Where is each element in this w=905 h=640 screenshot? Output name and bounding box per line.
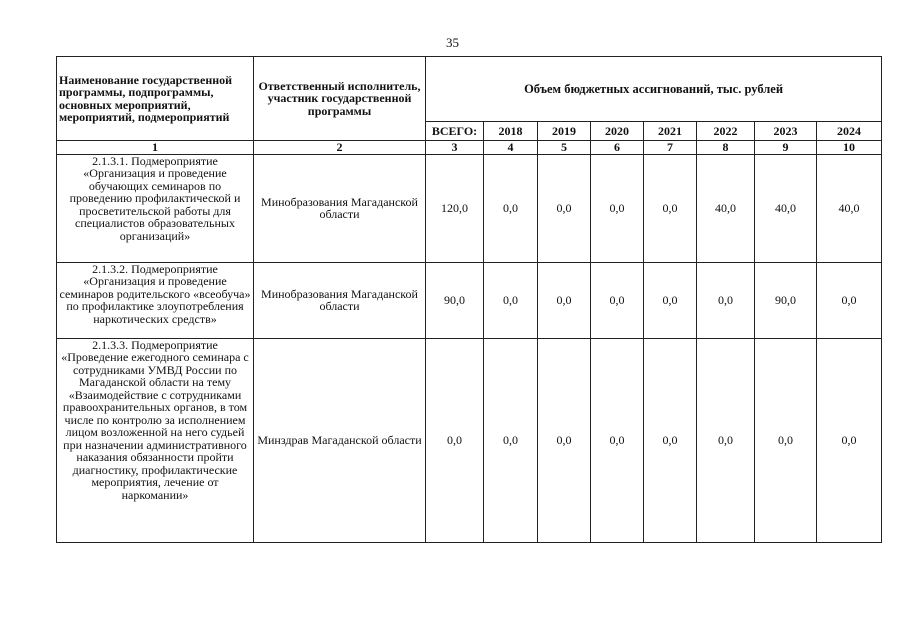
column-number: 2 bbox=[254, 141, 426, 155]
year-value: 0,0 bbox=[484, 338, 538, 542]
column-number: 4 bbox=[484, 141, 538, 155]
executor-cell: Минобразования Магаданской области bbox=[254, 262, 426, 338]
year-value: 0,0 bbox=[644, 154, 697, 262]
subactivity-name: 2.1.3.2. Подмероприятие «Организация и проведение семинаров родительского «всеобуча» по профилактике злоупотребления наркотических средств» bbox=[57, 262, 254, 338]
column-number: 6 bbox=[591, 141, 644, 155]
year-value: 0,0 bbox=[817, 262, 882, 338]
column-number: 1 bbox=[57, 141, 254, 155]
table-row bbox=[57, 338, 882, 542]
year-value: 0,0 bbox=[817, 338, 882, 542]
header-year: 2020 bbox=[591, 122, 644, 141]
total-value: 120,0 bbox=[426, 154, 484, 262]
executor-cell: Минобразования Магаданской области bbox=[254, 154, 426, 262]
year-value: 0,0 bbox=[644, 262, 697, 338]
header-year: 2024 bbox=[817, 122, 882, 141]
header-year: 2021 bbox=[644, 122, 697, 141]
header-year: 2023 bbox=[755, 122, 817, 141]
year-value: 0,0 bbox=[755, 338, 817, 542]
year-value: 0,0 bbox=[538, 262, 591, 338]
total-value: 90,0 bbox=[426, 262, 484, 338]
executor-cell: Минздрав Магаданской области bbox=[254, 338, 426, 542]
year-value: 90,0 bbox=[755, 262, 817, 338]
subactivity-name: 2.1.3.3. Подмероприятие «Проведение ежегодного семинара с сотрудниками УМВД России по Магаданской области на тему «Взаимодействие с сотрудниками правоохранительных органов, в том числе по контролю за исполнением лицом возложенной на него судьей при назначении административного наказания обязанности пройти диагностику, профилактические мероприятия, лечение от наркомании» bbox=[57, 338, 254, 542]
year-value: 0,0 bbox=[697, 262, 755, 338]
year-value: 0,0 bbox=[484, 154, 538, 262]
column-number: 5 bbox=[538, 141, 591, 155]
year-value: 40,0 bbox=[697, 154, 755, 262]
year-value: 40,0 bbox=[817, 154, 882, 262]
budget-table bbox=[56, 56, 882, 543]
year-value: 0,0 bbox=[484, 262, 538, 338]
year-value: 0,0 bbox=[591, 262, 644, 338]
header-year: 2022 bbox=[697, 122, 755, 141]
column-number: 3 bbox=[426, 141, 484, 155]
subactivity-name: 2.1.3.1. Подмероприятие «Организация и проведение обучающих семинаров по проведению профилактической и просветительской работы для специалистов образовательных организаций» bbox=[57, 154, 254, 262]
header-budget-column: Объем бюджетных ассигнований, тыс. рублей bbox=[426, 57, 882, 122]
header-row bbox=[57, 57, 882, 122]
year-value: 0,0 bbox=[644, 338, 697, 542]
table-row bbox=[57, 154, 882, 262]
column-numbers-row bbox=[57, 141, 882, 155]
column-number: 10 bbox=[817, 141, 882, 155]
total-value: 0,0 bbox=[426, 338, 484, 542]
header-total: ВСЕГО: bbox=[426, 122, 484, 141]
year-value: 0,0 bbox=[591, 338, 644, 542]
year-value: 40,0 bbox=[755, 154, 817, 262]
year-value: 0,0 bbox=[697, 338, 755, 542]
year-value: 0,0 bbox=[538, 338, 591, 542]
header-name-column: Наименование государственной программы, подпрограммы, основных мероприятий, мероприятий, подмероприятий bbox=[57, 57, 254, 141]
column-number: 8 bbox=[697, 141, 755, 155]
page-number: 35 bbox=[446, 35, 459, 50]
year-value: 0,0 bbox=[538, 154, 591, 262]
header-year: 2018 bbox=[484, 122, 538, 141]
header-executor-column: Ответственный исполнитель, участник государственной программы bbox=[254, 57, 426, 141]
column-number: 7 bbox=[644, 141, 697, 155]
year-value: 0,0 bbox=[591, 154, 644, 262]
header-year: 2019 bbox=[538, 122, 591, 141]
table-row bbox=[57, 262, 882, 338]
column-number: 9 bbox=[755, 141, 817, 155]
